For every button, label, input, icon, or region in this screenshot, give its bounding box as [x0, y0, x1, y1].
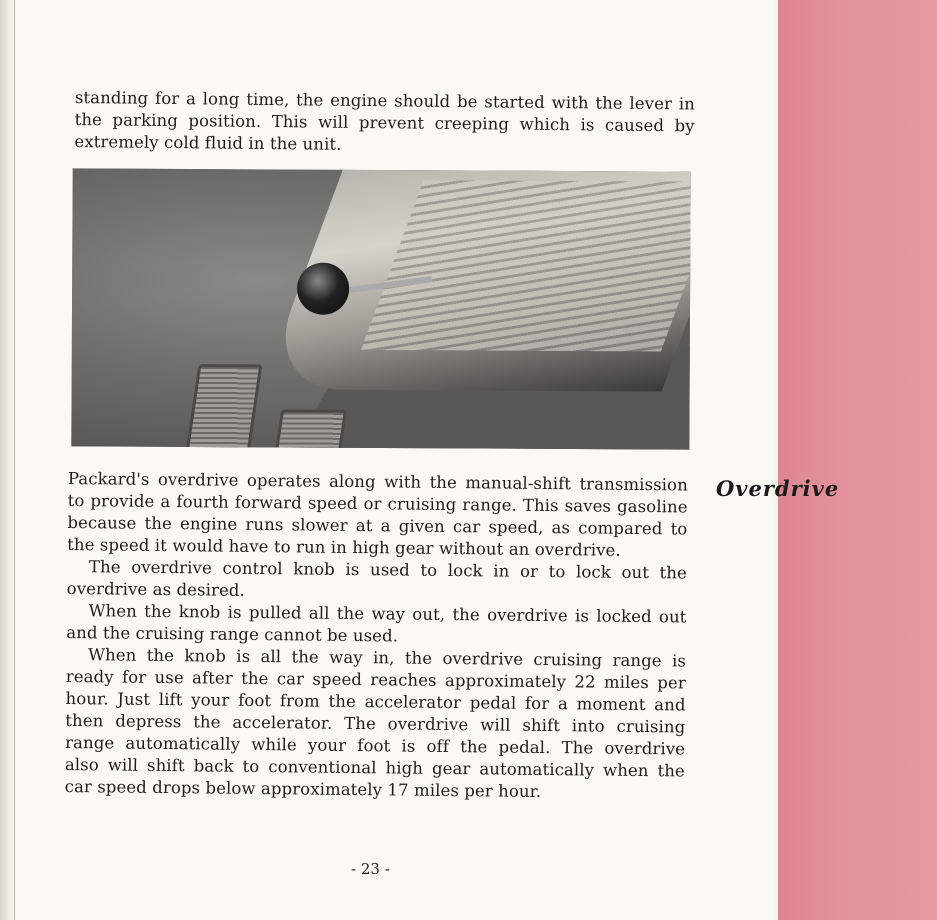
paragraph — [67, 468, 688, 562]
text-line: the parking position. This will prevent creeping which is caused by — [74, 109, 695, 136]
text-line: because the engine runs slower at a given car speed, as compared to — [67, 512, 688, 539]
text-line: ready for use after the car speed reaches approximately 22 miles per — [65, 666, 686, 693]
text-line: Packard's overdrive operates along with the manual-shift transmission — [67, 468, 688, 495]
overdrive-knob-photo — [71, 168, 690, 449]
section-heading: Overdrive — [716, 476, 840, 501]
text-line: When the knob is pulled all the way out, the overdrive is locked out — [88, 601, 687, 627]
photo-pedal — [271, 409, 347, 449]
intro-paragraph — [74, 87, 695, 159]
photo-overdrive-knob — [297, 263, 349, 315]
text-line: then depress the accelerator. The overdrive will shift into cruising — [65, 710, 686, 737]
paragraph — [67, 556, 687, 606]
text-line: and the cruising range cannot be used. — [66, 622, 399, 646]
text-line: range automatically while your foot is off the pedal. The overdrive — [65, 732, 686, 759]
text-line: car speed drops below approximately 17 miles per hour. — [64, 776, 542, 801]
photo-pedal — [184, 364, 262, 450]
paragraph — [66, 600, 686, 650]
text-line: extremely cold fluid in the unit. — [74, 131, 342, 154]
text-line: also will shift back to conventional high gear automatically when the — [64, 754, 685, 781]
text-line: the speed it would have to run in high gear without an overdrive. — [67, 534, 621, 560]
page-number: - 23 - — [351, 860, 390, 878]
body-text — [65, 468, 688, 804]
spine-line — [14, 0, 15, 920]
pink-side-tab — [778, 0, 937, 920]
text-line: overdrive as desired. — [66, 578, 245, 600]
text-line: hour. Just lift your foot from the accelerator pedal for a moment and — [65, 688, 686, 715]
text-line: The overdrive control knob is used to lock in or to lock out the — [88, 557, 688, 583]
text-line: standing for a long time, the engine should be started with the lever in — [74, 87, 695, 114]
paragraph — [65, 644, 687, 804]
text-line: to provide a fourth forward speed or cruising range. This saves gasoline — [67, 490, 688, 517]
text-line: When the knob is all the way in, the overdrive cruising range is — [87, 645, 687, 671]
